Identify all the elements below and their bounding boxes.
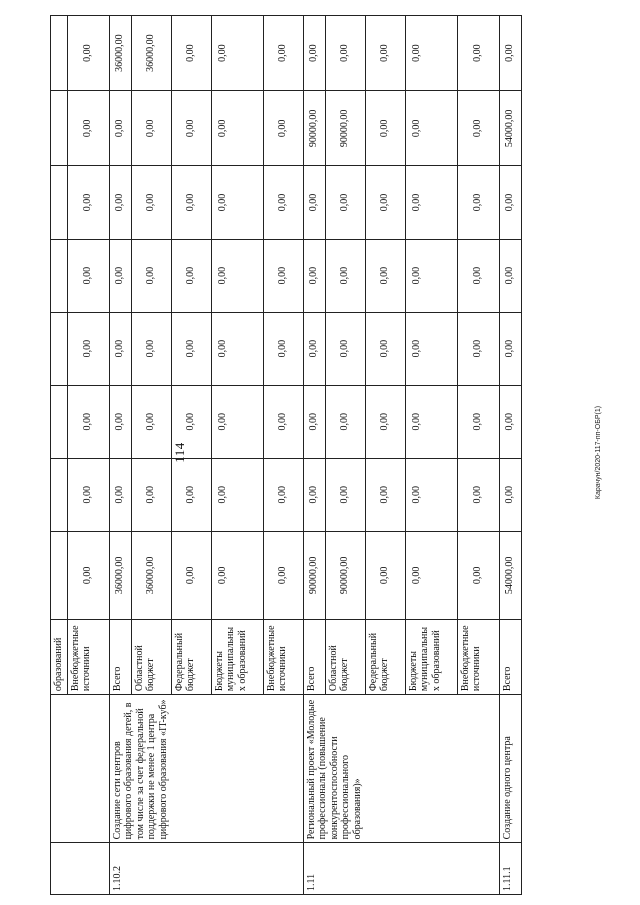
value-cell: 0,00	[67, 166, 109, 239]
value-cell: 36000,00	[131, 16, 171, 91]
value-cell: 0,00	[109, 166, 131, 239]
value-cell: 0,00	[263, 458, 303, 531]
value-cell: 0,00	[365, 458, 405, 531]
value-cell: 0,00	[405, 312, 457, 385]
value-cell: 0,00	[365, 166, 405, 239]
row-name: Создание одного центра	[499, 695, 521, 843]
value-cell: 0,00	[211, 166, 263, 239]
value-cell: 0,00	[171, 239, 211, 312]
value-cell: 0,00	[263, 91, 303, 166]
value-cell: 54000,00	[499, 91, 521, 166]
value-cell: 0,00	[263, 385, 303, 458]
value-cell: 0,00	[211, 531, 263, 619]
value-cell: 0,00	[67, 239, 109, 312]
value-cell: 0,00	[303, 385, 325, 458]
value-cell: 0,00	[131, 166, 171, 239]
value-cell: 0,00	[67, 16, 109, 91]
row-name: Региональный проект «Молодые профессионалы (повышение конкурентоспособности профессионального образования)»	[303, 695, 499, 843]
value-cell: 0,00	[131, 239, 171, 312]
value-cell	[51, 16, 68, 91]
row-source: Внебюджетные источники	[263, 619, 303, 694]
value-cell: 0,00	[365, 16, 405, 91]
value-cell: 0,00	[499, 385, 521, 458]
value-cell: 54000,00	[499, 531, 521, 619]
value-cell	[51, 239, 68, 312]
value-cell: 0,00	[109, 239, 131, 312]
value-cell: 0,00	[263, 312, 303, 385]
value-cell: 0,00	[325, 16, 365, 91]
value-cell: 0,00	[211, 91, 263, 166]
value-cell: 0,00	[405, 531, 457, 619]
value-cell: 36000,00	[109, 16, 131, 91]
value-cell: 0,00	[171, 312, 211, 385]
value-cell: 0,00	[325, 312, 365, 385]
value-cell: 90000,00	[325, 91, 365, 166]
row-name	[51, 695, 110, 843]
value-cell: 0,00	[457, 166, 499, 239]
value-cell: 0,00	[405, 91, 457, 166]
table-row	[303, 16, 325, 895]
value-cell: 36000,00	[131, 531, 171, 619]
value-cell: 0,00	[405, 239, 457, 312]
value-cell: 90000,00	[303, 531, 325, 619]
value-cell: 0,00	[171, 16, 211, 91]
page-number: 114	[172, 442, 187, 463]
table-row	[499, 16, 521, 895]
value-cell: 0,00	[171, 531, 211, 619]
value-cell: 0,00	[365, 91, 405, 166]
value-cell: 0,00	[457, 385, 499, 458]
value-cell: 36000,00	[109, 531, 131, 619]
value-cell: 0,00	[171, 91, 211, 166]
value-cell: 0,00	[365, 312, 405, 385]
value-cell: 0,00	[303, 458, 325, 531]
row-code: 1.10.2	[109, 843, 303, 895]
value-cell: 0,00	[405, 385, 457, 458]
value-cell: 0,00	[365, 531, 405, 619]
row-source: Бюджеты муниципальных образований	[211, 619, 263, 694]
value-cell	[51, 531, 68, 619]
value-cell: 0,00	[109, 312, 131, 385]
value-cell: 0,00	[131, 385, 171, 458]
row-code: 1.11.1	[499, 843, 521, 895]
row-source: Всего	[499, 619, 521, 694]
row-code: 1.11	[303, 843, 499, 895]
value-cell: 0,00	[303, 312, 325, 385]
value-cell	[51, 458, 68, 531]
value-cell: 0,00	[131, 458, 171, 531]
row-source: Всего	[109, 619, 131, 694]
value-cell: 0,00	[263, 166, 303, 239]
value-cell: 0,00	[263, 531, 303, 619]
value-cell: 0,00	[171, 166, 211, 239]
row-source: Всего	[303, 619, 325, 694]
value-cell: 0,00	[457, 16, 499, 91]
value-cell: 0,00	[499, 312, 521, 385]
value-cell: 90000,00	[325, 531, 365, 619]
value-cell: 0,00	[457, 91, 499, 166]
row-source: образований	[51, 619, 68, 694]
value-cell: 0,00	[263, 239, 303, 312]
value-cell: 0,00	[365, 239, 405, 312]
value-cell	[51, 312, 68, 385]
value-cell: 0,00	[325, 458, 365, 531]
value-cell: 0,00	[67, 458, 109, 531]
value-cell: 0,00	[325, 385, 365, 458]
value-cell: 0,00	[131, 312, 171, 385]
value-cell: 0,00	[67, 531, 109, 619]
value-cell: 90000,00	[303, 91, 325, 166]
value-cell: 0,00	[171, 458, 211, 531]
value-cell: 0,00	[131, 91, 171, 166]
value-cell: 0,00	[405, 166, 457, 239]
document-code: Карачун/2020-117-пп-ОБР(1)	[595, 405, 602, 500]
value-cell: 0,00	[67, 312, 109, 385]
value-cell: 0,00	[263, 16, 303, 91]
value-cell: 0,00	[325, 239, 365, 312]
value-cell	[51, 385, 68, 458]
value-cell: 0,00	[303, 166, 325, 239]
row-source: Областной бюджет	[131, 619, 171, 694]
value-cell: 0,00	[109, 385, 131, 458]
table-row	[109, 16, 131, 895]
value-cell: 0,00	[109, 458, 131, 531]
value-cell	[51, 91, 68, 166]
value-cell: 0,00	[405, 458, 457, 531]
value-cell: 0,00	[109, 91, 131, 166]
row-source: Внебюджетные источники	[67, 619, 109, 694]
value-cell: 0,00	[499, 166, 521, 239]
value-cell: 0,00	[211, 16, 263, 91]
row-source: Внебюджетные источники	[457, 619, 499, 694]
value-cell: 0,00	[457, 531, 499, 619]
value-cell: 0,00	[171, 385, 211, 458]
value-cell: 0,00	[499, 239, 521, 312]
budget-table	[50, 15, 522, 895]
row-source: Областной бюджет	[325, 619, 365, 694]
row-source: Федеральный бюджет	[365, 619, 405, 694]
value-cell: 0,00	[457, 312, 499, 385]
value-cell: 0,00	[365, 385, 405, 458]
value-cell	[51, 166, 68, 239]
table-row	[51, 16, 68, 895]
value-cell: 0,00	[67, 91, 109, 166]
value-cell: 0,00	[499, 16, 521, 91]
value-cell: 0,00	[499, 458, 521, 531]
value-cell: 0,00	[211, 458, 263, 531]
row-code	[51, 843, 110, 895]
value-cell: 0,00	[67, 385, 109, 458]
value-cell: 0,00	[211, 312, 263, 385]
value-cell: 0,00	[211, 239, 263, 312]
value-cell: 0,00	[457, 458, 499, 531]
value-cell: 0,00	[303, 239, 325, 312]
row-source: Федеральный бюджет	[171, 619, 211, 694]
row-name: Создание сети центров цифрового образования детей, в том числе за счет федеральной поддержки не менее 1 центра цифрового образования «IT-куб»	[109, 695, 303, 843]
value-cell: 0,00	[325, 166, 365, 239]
row-source: Бюджеты муниципальных образований	[405, 619, 457, 694]
value-cell: 0,00	[211, 385, 263, 458]
value-cell: 0,00	[405, 16, 457, 91]
value-cell: 0,00	[303, 16, 325, 91]
value-cell: 0,00	[457, 239, 499, 312]
